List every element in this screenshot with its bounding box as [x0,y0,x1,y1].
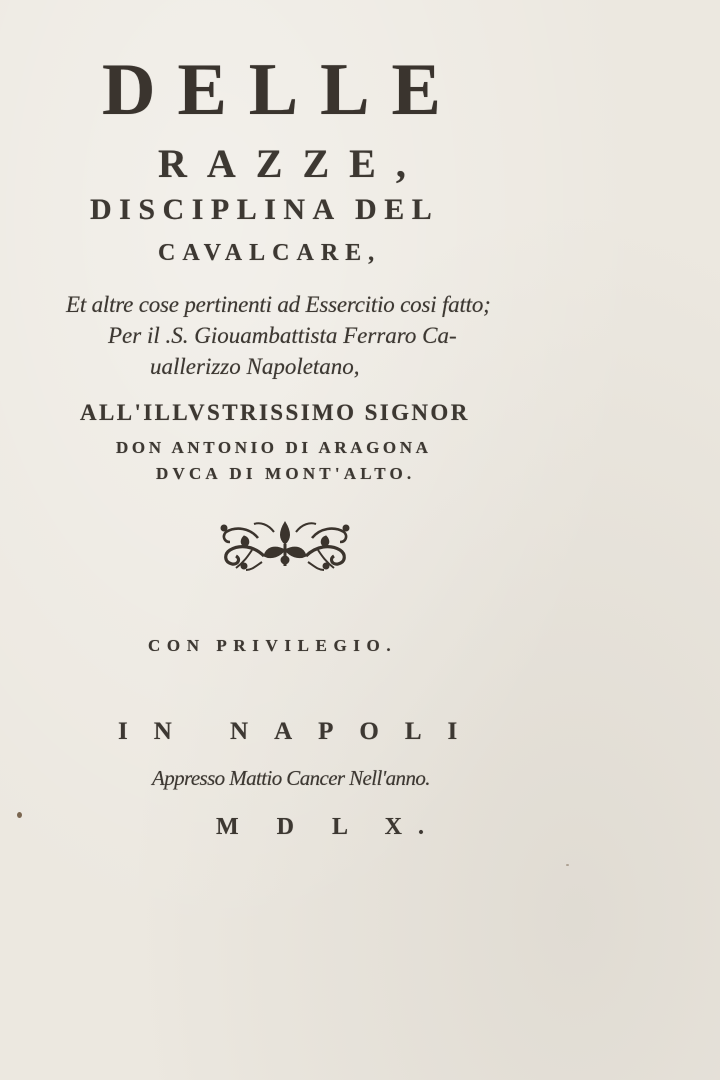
title-line-2: RAZZE, [158,141,426,186]
dedication-line-3: DVCA DI MONT'ALTO. [156,464,416,483]
imprint-place: IN NAPOLI [118,718,484,745]
title-line-1: DELLE [102,49,463,131]
subtitle-line-2: Per il .S. Giouambattista Ferraro Ca- [108,323,457,348]
imprint-year: M D L X. [216,814,440,840]
title-line-4: CAVALCARE, [158,240,382,266]
title-line-3: DISCIPLINA DEL [90,193,440,226]
subtitle-line-1: Et altre cose pertinenti ad Essercitio cosi fatto; [66,292,491,317]
dedication-line-2: DON ANTONIO DI ARAGONA [116,438,432,457]
paper-speck [566,864,569,866]
floral-vignette-icon [214,516,356,572]
dedication-line-1: ALL'ILLVSTRISSIMO SIGNOR [80,400,470,425]
subtitle-line-3: uallerizzo Napoletano, [150,354,360,379]
paper-speck [17,812,22,818]
privilege-line: CON PRIVILEGIO. [148,636,398,655]
imprint-printer: Appresso Mattio Cancer Nell'anno. [152,766,430,790]
